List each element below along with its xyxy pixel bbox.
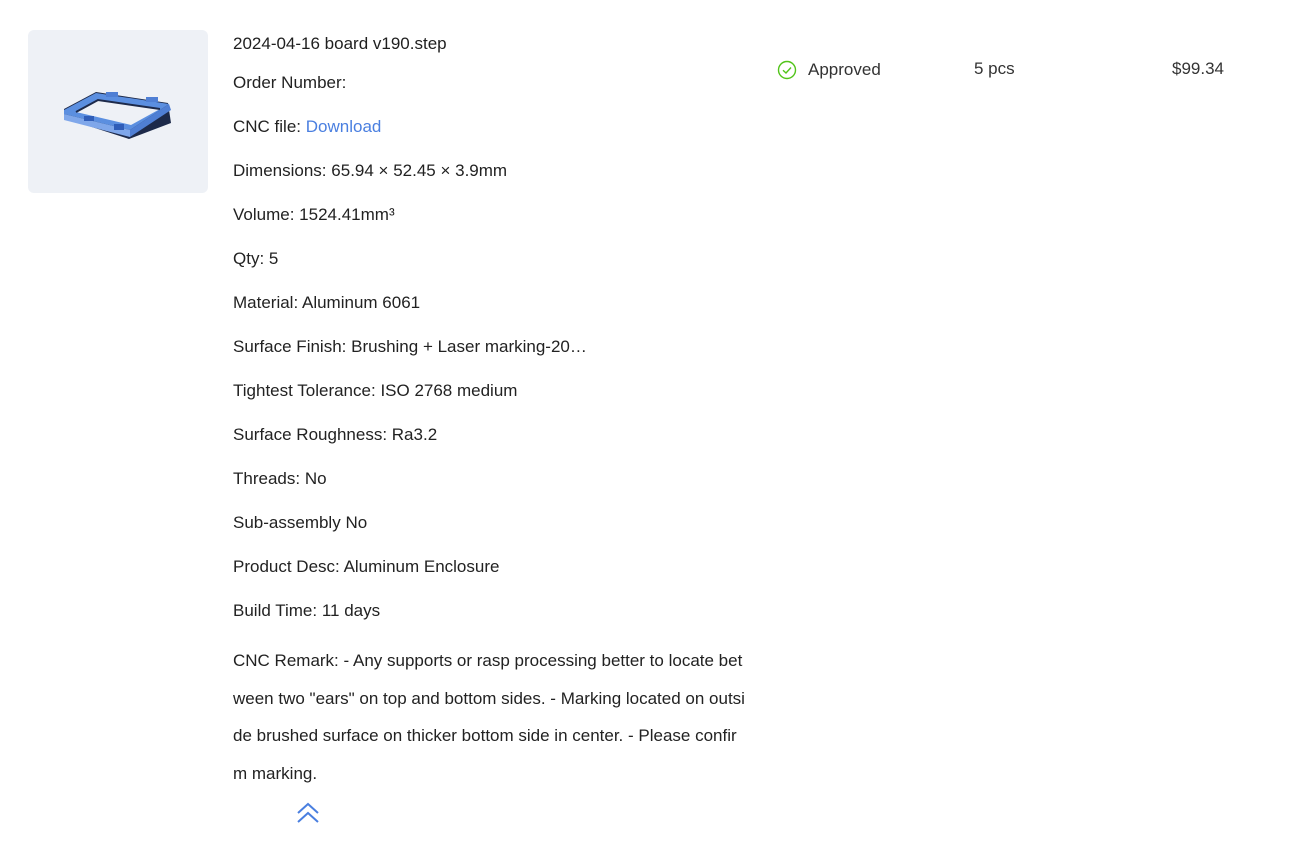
- volume-value: 1524.41mm³: [299, 205, 395, 224]
- threads-value: No: [304, 469, 327, 488]
- sub-assembly-row: [233, 513, 753, 533]
- roughness-value: Ra3.2: [391, 425, 438, 444]
- file-name: 2024-04-16 board v190.step: [233, 34, 447, 53]
- dimensions-row: [233, 161, 753, 181]
- status-text: Approved: [808, 60, 881, 79]
- price: $99.34: [1172, 59, 1224, 78]
- cnc-remark-label: CNC Remark:: [233, 651, 339, 670]
- dimensions-value: 65.94 × 52.45 × 3.9mm: [331, 161, 508, 180]
- threads-row: [233, 469, 753, 489]
- sub-assembly-label: Sub-assembly: [233, 513, 341, 532]
- double-chevron-up-icon: [295, 800, 321, 826]
- cnc-remark-value: - Any supports or rasp processing better to locate between two "ears" on top and bottom sides. - Marking located on outside brushed surface on thicker bottom side in center. - Please confirm marking.: [233, 651, 745, 783]
- cnc-part-frame-icon: [28, 30, 208, 193]
- material-label: Material:: [233, 293, 299, 312]
- surface-finish-row: [233, 337, 753, 357]
- qty-value: 5: [268, 249, 279, 268]
- volume-label: Volume:: [233, 205, 295, 224]
- quantity-display: 5 pcs: [974, 59, 1015, 78]
- status-badge: [777, 59, 881, 81]
- build-time-value: 11 days: [321, 601, 381, 620]
- cnc-remark: [233, 642, 749, 792]
- roughness-label: Surface Roughness:: [233, 425, 388, 444]
- surface-finish-value: Brushing + Laser marking-20…: [351, 337, 587, 356]
- material-value: Aluminum 6061: [301, 293, 421, 312]
- roughness-row: [233, 425, 753, 445]
- build-time-row: [233, 601, 753, 621]
- check-circle-icon: [777, 60, 797, 80]
- qty-row: [233, 249, 753, 269]
- sub-assembly-value: No: [345, 513, 368, 532]
- order-number-label: Order Number:: [233, 73, 347, 92]
- tolerance-value: ISO 2768 medium: [380, 381, 518, 400]
- threads-label: Threads:: [233, 469, 301, 488]
- download-link[interactable]: Download: [305, 117, 382, 136]
- cnc-file-label: CNC file:: [233, 117, 302, 136]
- product-desc-row: [233, 557, 753, 577]
- dimensions-label: Dimensions:: [233, 161, 327, 180]
- product-desc-value: Aluminum Enclosure: [343, 557, 500, 576]
- product-desc-label: Product Desc:: [233, 557, 340, 576]
- material-row: [233, 293, 753, 313]
- item-details: [233, 34, 753, 792]
- surface-finish-label: Surface Finish:: [233, 337, 347, 356]
- build-time-label: Build Time:: [233, 601, 318, 620]
- order-number-row: [233, 73, 753, 93]
- collapse-details-button[interactable]: [295, 800, 321, 826]
- tolerance-label: Tightest Tolerance:: [233, 381, 376, 400]
- volume-row: [233, 205, 753, 225]
- tolerance-row: [233, 381, 753, 401]
- qty-label: Qty:: [233, 249, 265, 268]
- part-thumbnail[interactable]: [28, 30, 208, 193]
- cnc-file-row: [233, 117, 753, 137]
